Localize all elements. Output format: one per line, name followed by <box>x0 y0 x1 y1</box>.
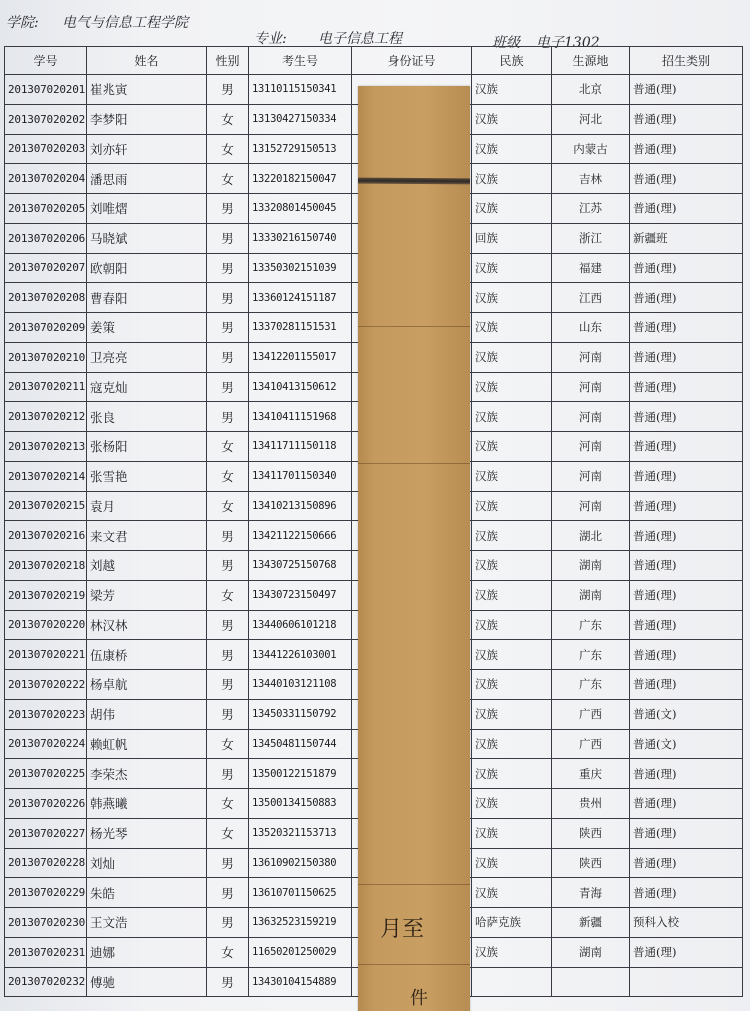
category-cell: 普通(文) <box>630 699 743 729</box>
exam-number-cell: 13610701150625 <box>249 878 352 908</box>
origin-cell: 江苏 <box>552 194 630 224</box>
name-cell: 林汉林 <box>87 610 207 640</box>
gender-cell: 男 <box>207 223 249 253</box>
category-cell: 普通(理) <box>630 789 743 819</box>
origin-cell: 浙江 <box>552 223 630 253</box>
exam-number-cell: 13130427150334 <box>249 104 352 134</box>
origin-cell: 北京 <box>552 75 630 105</box>
origin-cell: 广东 <box>552 670 630 700</box>
name-cell: 刘亦轩 <box>87 134 207 164</box>
exam-number-cell: 13152729150513 <box>249 134 352 164</box>
student-id-cell: 201307020219 <box>5 580 87 610</box>
exam-number-cell: 13410413150612 <box>249 372 352 402</box>
origin-cell: 河南 <box>552 372 630 402</box>
tape-handwriting-1: 月至 <box>380 917 425 942</box>
ethnicity-cell: 汉族 <box>472 432 552 462</box>
gender-cell: 女 <box>207 580 249 610</box>
ethnicity-cell: 汉族 <box>472 670 552 700</box>
gender-cell: 男 <box>207 521 249 551</box>
origin-cell: 湖北 <box>552 521 630 551</box>
column-header-exam-number: 考生号 <box>249 47 352 75</box>
gender-cell: 女 <box>207 134 249 164</box>
category-cell: 新疆班 <box>630 223 743 253</box>
origin-cell: 广西 <box>552 699 630 729</box>
name-cell: 李荣杰 <box>87 759 207 789</box>
ethnicity-cell: 汉族 <box>472 848 552 878</box>
exam-number-cell: 13440606101218 <box>249 610 352 640</box>
category-cell: 普通(理) <box>630 313 743 343</box>
student-id-cell: 201307020222 <box>5 670 87 700</box>
student-id-cell: 201307020225 <box>5 759 87 789</box>
gender-cell: 男 <box>207 699 249 729</box>
gender-cell: 男 <box>207 372 249 402</box>
category-cell: 普通(理) <box>630 818 743 848</box>
exam-number-cell: 13430725150768 <box>249 551 352 581</box>
category-cell: 普通(理) <box>630 640 743 670</box>
origin-cell: 河南 <box>552 432 630 462</box>
name-cell: 杨光琴 <box>87 818 207 848</box>
major-name: 电子信息工程 <box>318 31 402 47</box>
gender-cell: 女 <box>207 491 249 521</box>
exam-number-cell: 13220182150047 <box>249 164 352 194</box>
exam-number-cell: 13110115150341 <box>249 75 352 105</box>
exam-number-cell: 13441226103001 <box>249 640 352 670</box>
name-cell: 赖虹帆 <box>87 729 207 759</box>
category-cell: 普通(理) <box>630 134 743 164</box>
student-id-cell: 201307020216 <box>5 521 87 551</box>
tape-marker-stroke <box>358 178 470 185</box>
gender-cell: 男 <box>207 551 249 581</box>
student-id-cell: 201307020230 <box>5 908 87 938</box>
gender-cell: 男 <box>207 640 249 670</box>
exam-number-cell: 13411701150340 <box>249 461 352 491</box>
tape-seam <box>358 964 470 965</box>
student-id-cell: 201307020227 <box>5 818 87 848</box>
name-cell: 张杨阳 <box>87 432 207 462</box>
origin-cell: 河南 <box>552 402 630 432</box>
name-cell: 杨卓航 <box>87 670 207 700</box>
name-cell: 马晓斌 <box>87 223 207 253</box>
gender-cell: 男 <box>207 194 249 224</box>
category-cell: 普通(理) <box>630 164 743 194</box>
origin-cell <box>552 967 630 997</box>
column-header-ethnicity: 民族 <box>472 47 552 75</box>
class-label: 班级 <box>492 35 520 51</box>
column-header-name: 姓名 <box>87 47 207 75</box>
column-header-category: 招生类别 <box>630 47 743 75</box>
ethnicity-cell: 汉族 <box>472 937 552 967</box>
gender-cell: 女 <box>207 104 249 134</box>
origin-cell: 湖南 <box>552 580 630 610</box>
student-id-cell: 201307020213 <box>5 432 87 462</box>
exam-number-cell: 13370281151531 <box>249 313 352 343</box>
ethnicity-cell: 汉族 <box>472 580 552 610</box>
ethnicity-cell: 汉族 <box>472 402 552 432</box>
category-cell: 普通(理) <box>630 491 743 521</box>
name-cell: 卫亮亮 <box>87 342 207 372</box>
origin-cell: 贵州 <box>552 789 630 819</box>
tape-seam <box>358 326 470 327</box>
origin-cell: 陕西 <box>552 818 630 848</box>
name-cell: 崔兆寅 <box>87 75 207 105</box>
ethnicity-cell: 汉族 <box>472 194 552 224</box>
exam-number-cell: 13632523159219 <box>249 908 352 938</box>
name-cell: 迪娜 <box>87 937 207 967</box>
gender-cell: 男 <box>207 967 249 997</box>
category-cell: 普通(理) <box>630 194 743 224</box>
student-id-cell: 201307020232 <box>5 967 87 997</box>
student-id-cell: 201307020229 <box>5 878 87 908</box>
name-cell: 朱皓 <box>87 878 207 908</box>
origin-cell: 河南 <box>552 461 630 491</box>
name-cell: 袁月 <box>87 491 207 521</box>
student-id-cell: 201307020203 <box>5 134 87 164</box>
origin-cell: 山东 <box>552 313 630 343</box>
student-id-cell: 201307020206 <box>5 223 87 253</box>
ethnicity-cell: 汉族 <box>472 729 552 759</box>
exam-number-cell: 13410411151968 <box>249 402 352 432</box>
student-id-cell: 201307020224 <box>5 729 87 759</box>
ethnicity-cell: 汉族 <box>472 253 552 283</box>
origin-cell: 湖南 <box>552 551 630 581</box>
ethnicity-cell: 汉族 <box>472 759 552 789</box>
student-id-cell: 201307020226 <box>5 789 87 819</box>
exam-number-cell: 13450331150792 <box>249 699 352 729</box>
class-name: 电子1302 <box>536 35 600 51</box>
student-id-cell: 201307020220 <box>5 610 87 640</box>
category-cell: 普通(理) <box>630 670 743 700</box>
student-id-cell: 201307020228 <box>5 848 87 878</box>
exam-number-cell: 13450481150744 <box>249 729 352 759</box>
category-cell: 普通(理) <box>630 759 743 789</box>
student-id-cell: 201307020215 <box>5 491 87 521</box>
document-header <box>6 12 750 51</box>
category-cell: 普通(理) <box>630 551 743 581</box>
gender-cell: 女 <box>207 432 249 462</box>
student-id-cell: 201307020210 <box>5 342 87 372</box>
exam-number-cell: 13500134150883 <box>249 789 352 819</box>
gender-cell: 女 <box>207 164 249 194</box>
exam-number-cell: 13520321153713 <box>249 818 352 848</box>
gender-cell: 男 <box>207 610 249 640</box>
name-cell: 刘灿 <box>87 848 207 878</box>
name-cell: 潘思雨 <box>87 164 207 194</box>
exam-number-cell: 13320801450045 <box>249 194 352 224</box>
name-cell: 韩燕曦 <box>87 789 207 819</box>
ethnicity-cell: 汉族 <box>472 610 552 640</box>
gender-cell: 女 <box>207 818 249 848</box>
ethnicity-cell: 汉族 <box>472 164 552 194</box>
origin-cell: 吉林 <box>552 164 630 194</box>
column-header-gender: 性别 <box>207 47 249 75</box>
table-header-row <box>5 47 743 75</box>
category-cell: 预科入校 <box>630 908 743 938</box>
origin-cell: 青海 <box>552 878 630 908</box>
category-cell: 普通(理) <box>630 521 743 551</box>
category-cell: 普通(理) <box>630 937 743 967</box>
column-header-student-id: 学号 <box>5 47 87 75</box>
student-id-cell: 201307020223 <box>5 699 87 729</box>
category-cell: 普通(理) <box>630 342 743 372</box>
tape-seam <box>358 463 470 464</box>
exam-number-cell: 13500122151879 <box>249 759 352 789</box>
exam-number-cell: 13330216150740 <box>249 223 352 253</box>
origin-cell: 江西 <box>552 283 630 313</box>
student-id-cell: 201307020218 <box>5 551 87 581</box>
ethnicity-cell: 汉族 <box>472 342 552 372</box>
ethnicity-cell: 汉族 <box>472 75 552 105</box>
category-cell <box>630 967 743 997</box>
student-id-cell: 201307020214 <box>5 461 87 491</box>
category-cell: 普通(理) <box>630 432 743 462</box>
ethnicity-cell: 汉族 <box>472 491 552 521</box>
ethnicity-cell: 汉族 <box>472 104 552 134</box>
gender-cell: 男 <box>207 908 249 938</box>
category-cell: 普通(理) <box>630 402 743 432</box>
exam-number-cell: 13350302151039 <box>249 253 352 283</box>
student-id-cell: 201307020231 <box>5 937 87 967</box>
name-cell: 姜策 <box>87 313 207 343</box>
name-cell: 曹春阳 <box>87 283 207 313</box>
category-cell: 普通(理) <box>630 580 743 610</box>
column-header-origin: 生源地 <box>552 47 630 75</box>
masking-tape <box>358 86 470 1011</box>
gender-cell: 男 <box>207 342 249 372</box>
category-cell: 普通(理) <box>630 848 743 878</box>
name-cell: 梁芳 <box>87 580 207 610</box>
ethnicity-cell: 汉族 <box>472 818 552 848</box>
gender-cell: 女 <box>207 789 249 819</box>
tape-handwriting-2: 件 <box>410 988 428 1009</box>
name-cell: 傅驰 <box>87 967 207 997</box>
gender-cell: 男 <box>207 402 249 432</box>
gender-cell: 男 <box>207 759 249 789</box>
origin-cell: 广东 <box>552 640 630 670</box>
name-cell: 刘唯熠 <box>87 194 207 224</box>
major-label: 专业: <box>254 31 287 47</box>
column-header-id-card: 身份证号 <box>352 47 472 75</box>
student-id-cell: 201307020202 <box>5 104 87 134</box>
college-name: 电气与信息工程学院 <box>62 15 188 31</box>
exam-number-cell: 13411711150118 <box>249 432 352 462</box>
ethnicity-cell: 汉族 <box>472 878 552 908</box>
origin-cell: 河南 <box>552 491 630 521</box>
ethnicity-cell: 汉族 <box>472 283 552 313</box>
origin-cell: 福建 <box>552 253 630 283</box>
category-cell: 普通(理) <box>630 372 743 402</box>
name-cell: 张良 <box>87 402 207 432</box>
gender-cell: 男 <box>207 75 249 105</box>
name-cell: 胡伟 <box>87 699 207 729</box>
student-id-cell: 201307020207 <box>5 253 87 283</box>
ethnicity-cell: 汉族 <box>472 134 552 164</box>
category-cell: 普通(理) <box>630 610 743 640</box>
name-cell: 王文浩 <box>87 908 207 938</box>
ethnicity-cell: 汉族 <box>472 521 552 551</box>
category-cell: 普通(理) <box>630 75 743 105</box>
ethnicity-cell: 汉族 <box>472 372 552 402</box>
exam-number-cell: 13430104154889 <box>249 967 352 997</box>
origin-cell: 重庆 <box>552 759 630 789</box>
student-id-cell: 201307020211 <box>5 372 87 402</box>
name-cell: 欧朝阳 <box>87 253 207 283</box>
exam-number-cell: 13610902150380 <box>249 848 352 878</box>
student-id-cell: 201307020221 <box>5 640 87 670</box>
category-cell: 普通(理) <box>630 104 743 134</box>
category-cell: 普通(文) <box>630 729 743 759</box>
name-cell: 伍康桥 <box>87 640 207 670</box>
ethnicity-cell <box>472 967 552 997</box>
category-cell: 普通(理) <box>630 283 743 313</box>
exam-number-cell: 13412201155017 <box>249 342 352 372</box>
exam-number-cell: 13410213150896 <box>249 491 352 521</box>
student-id-cell: 201307020205 <box>5 194 87 224</box>
origin-cell: 河南 <box>552 342 630 372</box>
category-cell: 普通(理) <box>630 461 743 491</box>
ethnicity-cell: 汉族 <box>472 313 552 343</box>
ethnicity-cell: 哈萨克族 <box>472 908 552 938</box>
gender-cell: 男 <box>207 878 249 908</box>
origin-cell: 广西 <box>552 729 630 759</box>
name-cell: 来文君 <box>87 521 207 551</box>
tape-seam <box>358 884 470 885</box>
gender-cell: 男 <box>207 848 249 878</box>
student-id-cell: 201307020208 <box>5 283 87 313</box>
exam-number-cell: 11650201250029 <box>249 937 352 967</box>
ethnicity-cell: 汉族 <box>472 551 552 581</box>
exam-number-cell: 13360124151187 <box>249 283 352 313</box>
gender-cell: 男 <box>207 253 249 283</box>
gender-cell: 女 <box>207 937 249 967</box>
student-id-cell: 201307020201 <box>5 75 87 105</box>
student-id-cell: 201307020204 <box>5 164 87 194</box>
student-id-cell: 201307020209 <box>5 313 87 343</box>
origin-cell: 河北 <box>552 104 630 134</box>
name-cell: 寇克灿 <box>87 372 207 402</box>
category-cell: 普通(理) <box>630 878 743 908</box>
category-cell: 普通(理) <box>630 253 743 283</box>
name-cell: 李梦阳 <box>87 104 207 134</box>
ethnicity-cell: 汉族 <box>472 699 552 729</box>
college-label: 学院: <box>6 15 39 31</box>
gender-cell: 女 <box>207 461 249 491</box>
ethnicity-cell: 汉族 <box>472 640 552 670</box>
origin-cell: 广东 <box>552 610 630 640</box>
student-id-cell: 201307020212 <box>5 402 87 432</box>
exam-number-cell: 13430723150497 <box>249 580 352 610</box>
ethnicity-cell: 回族 <box>472 223 552 253</box>
ethnicity-cell: 汉族 <box>472 789 552 819</box>
origin-cell: 湖南 <box>552 937 630 967</box>
gender-cell: 男 <box>207 283 249 313</box>
name-cell: 张雪艳 <box>87 461 207 491</box>
ethnicity-cell: 汉族 <box>472 461 552 491</box>
origin-cell: 新疆 <box>552 908 630 938</box>
exam-number-cell: 13421122150666 <box>249 521 352 551</box>
gender-cell: 女 <box>207 729 249 759</box>
origin-cell: 内蒙古 <box>552 134 630 164</box>
gender-cell: 男 <box>207 313 249 343</box>
exam-number-cell: 13440103121108 <box>249 670 352 700</box>
gender-cell: 男 <box>207 670 249 700</box>
origin-cell: 陕西 <box>552 848 630 878</box>
name-cell: 刘越 <box>87 551 207 581</box>
